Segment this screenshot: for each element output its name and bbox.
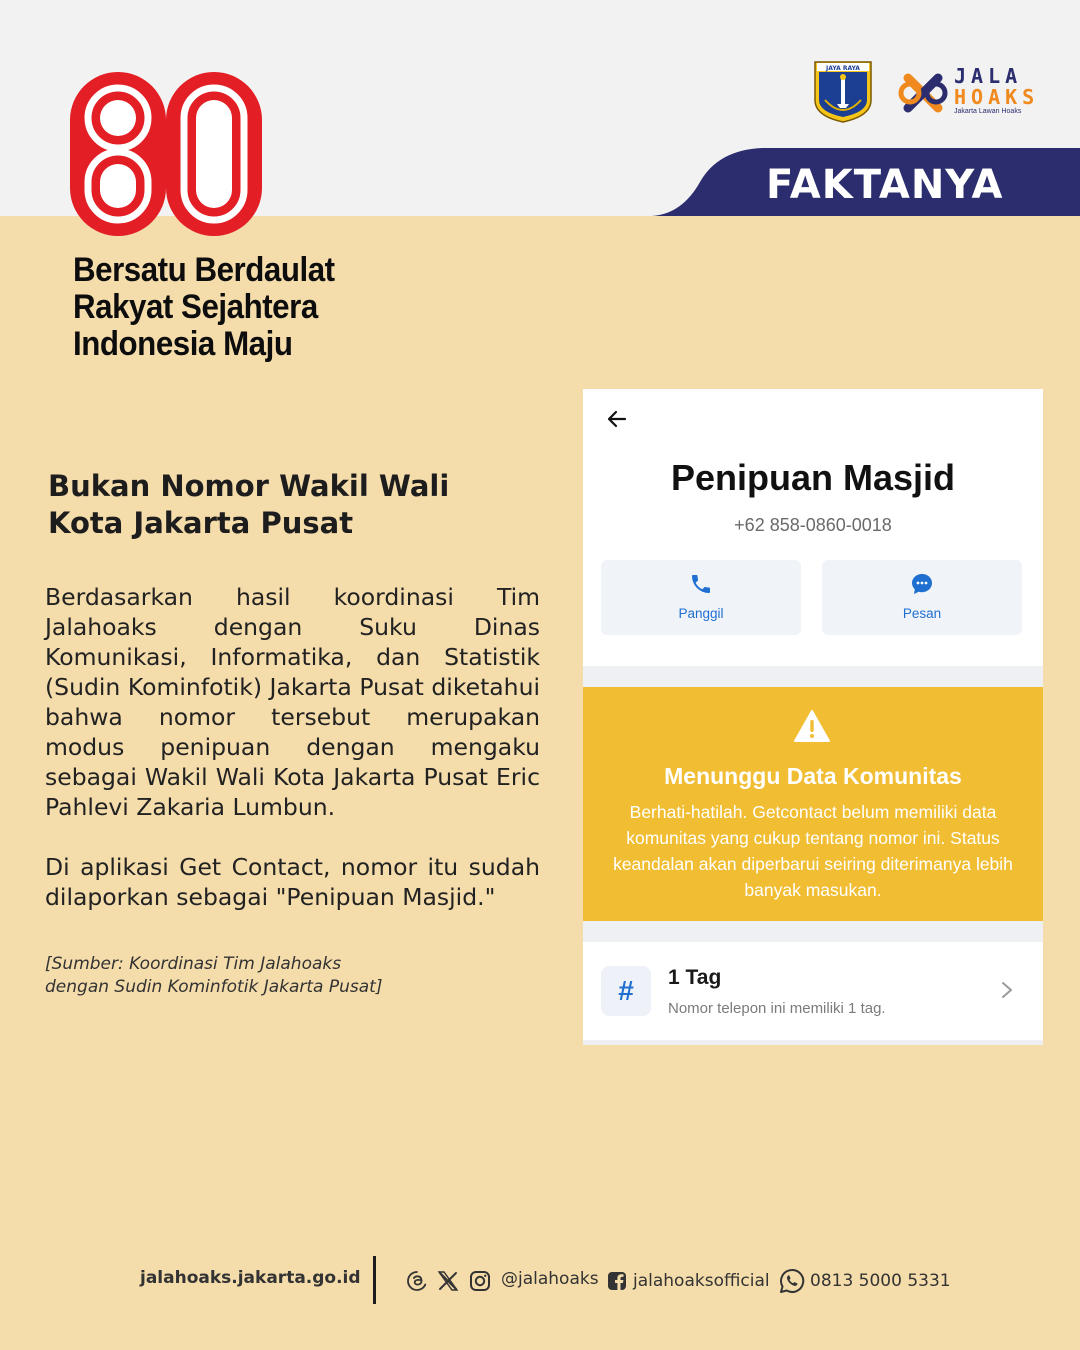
article-paragraph: Berdasarkan hasil koordinasi Tim Jalahoaks dengan Suku Dinas Komunikasi, Informatika, dan Statistik (Sudin Kominfotik) Jakarta Pusat diketahui bahwa nomor tersebut merupakan modus penipuan dengan mengaku sebagai Wakil Wali Kota Jakarta Pusat Eric Pahlevi Zakaria Lumbun. [45, 583, 540, 821]
article-title: Bukan Nomor Wakil Wali Kota Jakarta Pusat [48, 469, 450, 540]
warning-panel [583, 687, 1043, 921]
message-label: Pesan [902, 606, 942, 621]
contact-number: +62 858-0860-0018 [734, 515, 892, 535]
tagline-line: Bersatu Berdaulat [73, 251, 335, 289]
tagline-line: Indonesia Maju [73, 325, 293, 363]
getcontact-screenshot [583, 389, 1043, 1045]
source-line: [Sumber: Koordinasi Tim Jalahoaks [45, 954, 342, 974]
warning-icon [793, 709, 831, 743]
warning-title: Menunggu Data Komunitas [664, 763, 962, 789]
back-arrow-icon[interactable] [605, 407, 629, 431]
jalahoaks-mark-icon [898, 68, 948, 118]
separator [583, 1040, 1043, 1045]
separator [583, 921, 1043, 942]
tag-title: 1 Tag [668, 966, 722, 989]
category-label: FAKTANYA [766, 162, 1004, 208]
source-line: dengan Sudin Kominfotik Jakarta Pusat] [45, 977, 383, 997]
phone-icon [689, 572, 713, 596]
hashtag-icon: # [601, 966, 651, 1016]
tag-subtitle: Nomor telepon ini memiliki 1 tag. [668, 1000, 886, 1017]
footer-website[interactable]: jalahoaks.jakarta.go.id [140, 1268, 361, 1288]
tag-row[interactable] [583, 942, 1043, 1040]
footer-whatsapp[interactable]: 0813 5000 5331 [810, 1271, 951, 1291]
message-button[interactable] [822, 560, 1022, 635]
brand-tagline: Jakarta Lawan Hoaks [954, 108, 1022, 115]
call-label: Panggil [678, 606, 724, 621]
threads-icon[interactable] [406, 1270, 428, 1292]
x-icon[interactable] [437, 1270, 459, 1292]
dki-jakarta-emblem [813, 60, 873, 124]
jalahoaks-logo [898, 64, 1048, 120]
warning-text: Berhati-hatilah. Getcontact belum memiliki data komunitas yang cukup tentang nomor ini. Status keandalan akan diperbarui seiring diterimanya lebih banyak masukan. [613, 802, 1013, 900]
separator [583, 666, 1043, 687]
source-note [45, 953, 405, 999]
footer-divider [373, 1256, 376, 1304]
footer-social-handle[interactable]: @jalahoaks [501, 1269, 599, 1289]
anniversary-80-logo [66, 68, 266, 240]
call-button[interactable] [601, 560, 801, 635]
tagline-line: Rakyat Sejahtera [73, 288, 318, 326]
article-body [45, 582, 540, 912]
contact-name: Penipuan Masjid [670, 457, 956, 498]
emblem-text: JAYA RAYA [826, 65, 860, 72]
footer-facebook[interactable]: jalahoaksofficial [633, 1271, 770, 1291]
brand-line1: JALA [954, 64, 1023, 88]
whatsapp-icon[interactable] [779, 1268, 805, 1294]
instagram-icon[interactable] [469, 1270, 491, 1292]
article-paragraph: Di aplikasi Get Contact, nomor itu sudah dilaporkan sebagai "Penipuan Masjid." [45, 853, 540, 911]
anniversary-tagline [73, 252, 393, 363]
chat-bubble-icon [910, 572, 934, 596]
chevron-right-icon [997, 978, 1017, 1002]
brand-line2: HOAKS [954, 85, 1040, 109]
anniversary-number: 80 [164, 167, 168, 169]
facebook-icon[interactable] [606, 1270, 628, 1292]
